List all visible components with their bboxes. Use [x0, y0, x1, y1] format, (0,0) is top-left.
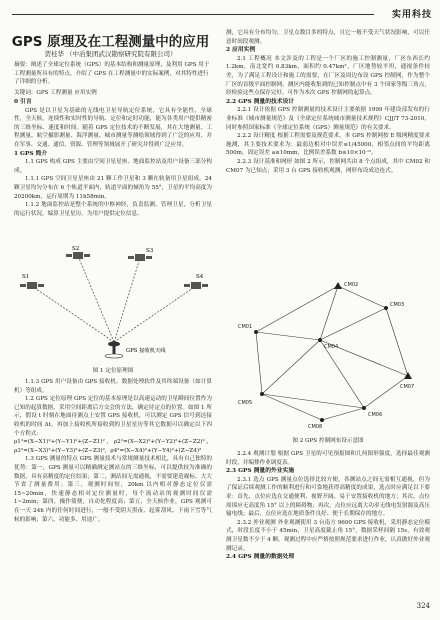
paragraph: 2.2.1 设计依据 GPS 控制测量的技术设计主要依据 1999 年建设部发布的行业标准《城市测量规范》及《全球定位系统城市测量技术规程》CJJ/T 73-2010，同时参照国家标准《全球定位系统（GPS）测量规范》的有关要求。 [226, 107, 430, 131]
point-label: CM02 [344, 282, 359, 288]
page-header [0, 6, 440, 22]
section-heading-introduction: 0 引言 [14, 99, 32, 105]
paragraph: 2.2.2 设计精度 根据工程需要及规范要求，本 GPS 控制网按 E 级网精度要求施测，其主要技术要求为：最弱边相对中误差≤1/45000，相邻点间的平均距离 500m，固定误差 a≤10mm，比例误差系数 b≤10×10⁻⁶。 [226, 133, 430, 157]
left-column-bottom [14, 378, 212, 608]
section-heading-gps-intro: 1 GPS 简介 [14, 150, 48, 157]
point-label: CM04 [324, 344, 339, 350]
figure-1-drawing [20, 246, 210, 364]
figure-2-drawing [236, 278, 426, 428]
paragraph: 1.1 GPS 构成 GPS 主要由空间卫星星座、地面监控站及用户设备三部分构成。 [14, 159, 212, 174]
paragraph: 1.3 GPS 测量的特点 GPS 测量技术与常规测量技术相比，具有自己独特的优势：第一，GPS 测量可以精确测定测站点的三维坐标，可以提供较为准确的数据，具有高精度的定位结果；第二，测站间无需通视，不需要建造觇标，大大节省了测量费用；第三，观测时间短，20km 以内相对静态定位仅需 15~20min，快速静态相对定位测量时，每个流动站的观测时间仅需 1~2min；第四，操作简便，自动化程度高；第五，全天候作业，GPS 观测可在一天 24h 内的任何时间进行，一般不受阴天黑夜、起雾刮风、下雨下雪等气候的影响；第六，功能多、用途广。 [14, 456, 212, 523]
article-title: GPS 原理及在工程测量中的应用 [11, 34, 210, 50]
satellite-icon [128, 254, 152, 261]
header-rule [12, 14, 374, 15]
paragraph: 1.1.1 GPS 空间卫星星座由 21 颗工作卫星和 3 颗在轨备用卫星组成。24 颗卫星均匀分布在 6 个轨道平面内，轨道平面的倾角为 55°，卫星的平均高度为 20200km，运行周期为 11h58min。 [14, 176, 212, 200]
section-heading-field-work: 2.3 GPS 测量的外业实施 [226, 468, 295, 475]
section-heading-technical-design: 2.2 GPS 测量的技术设计 [226, 98, 295, 105]
paragraph: 1.1.3 GPS 用户设备由 GPS 接收机、数据处理软件及其终端设备（如计算机）等组成。 [14, 379, 212, 394]
section-tag: 实用科技 [391, 10, 432, 20]
paragraph: 1.2 GPS 定位原理 GPS 定位的基本原理是以高速运动的卫星瞬间位置作为已知的起算数据，采用空间距离后方交会的方法，确定待定点的位置。如图 1 所示，假设 t 时刻在地面待测点上安置 GPS 接收机，可以测定 GPS 信号到达接收机的时间 Δt，再加上接收机所接收到的卫星星历等其它数据可以确定以下四个方程式： [14, 396, 212, 437]
satellite-label: S1 [22, 274, 30, 280]
point-label: CM01 [238, 324, 253, 330]
left-column-top [14, 98, 212, 243]
paragraph: GPS 是以卫星为基础的无线电卫星导航定位系统，它具有全能性，全球性，全天候，连续性和实时性的导航、定位和定时功能，能为各类用户提供精密的三维坐标、速度和时间。随着 GPS 定位技术的不断发展，其在大地测量、工程测量、航空摄影测量、海洋测量、城市测量等测绘领域得到了广泛的应用，并在军事、交通、通信、资源、管理等领域展开了研究并得到广泛应用。 [14, 107, 212, 148]
point-label: CM08 [308, 424, 323, 428]
right-column-bottom [226, 450, 430, 602]
equations: ρ1²=(X−X1)²+(Y−Y1)²+(Z−Z1)²，ρ2²=(X−X2)²+(Y−Y2)²+(Z−Z2)²，ρ3²=(X−X3)²+(Y−Y3)²+(Z−Z3)²，ρ4²=(X−X4)²+(Y−Y4)²+(Z−Z4)² [14, 439, 212, 454]
section-heading-application: 2 应用实例 [226, 47, 256, 54]
figure-2-caption: 图 2 GPS 控制网布设示意图 [292, 438, 364, 444]
known-point-icon [334, 282, 342, 289]
keywords: 关键词：GPS 工程测量 应用实例 [14, 90, 97, 96]
receiver-antenna-icon [105, 342, 123, 359]
paragraph: 1.1.2 地面监控站是整个系统的中枢神经，负责监测、管理卫星，分析卫星的运行状况，编算卫星星历，为用户提供定位信息。 [14, 202, 212, 217]
page-number: 324 [416, 602, 430, 610]
satellite-icon [184, 282, 208, 289]
point-label: CM05 [238, 400, 253, 406]
paragraph: 2.3.1 选点 GPS 测量点位选择比较方便，各测站点之间无需相互通视，但为了保证后续观测工作的顺利进行和可靠地获得高精度的成果，选点时应满足以下要求：首先，点位应选在交通便利、视野开阔、易于安置接收机的地方；其次，点位周围应无高度角 15° 以上的障碍物；再次，点位应远离大功率无线电发射源及高压输电线；最后，点位应选在地质条件良好、便于长期保存的地方。 [226, 476, 430, 518]
satellite-label: S2 [72, 246, 80, 252]
satellite-icon [66, 252, 90, 259]
author-line [8, 49, 213, 58]
abstract: 摘要：阐述了全球定位系统（GPS）的基本结构和测量原理，及利用 GPS 用于工程测量所具有的特点，介绍了 GPS 在工程测量中的实际案例，对其特性进行了详细的分析。 [14, 62, 210, 86]
point-label: CM03 [390, 302, 405, 308]
paragraph: 测，它具有分布均匀，卫星点数目多的特点，且它一般不受天气状况影响，可以任意时间段观测。 [226, 30, 430, 45]
paragraph: 2.1 工程概况 本文涉及的工程是一个厂区的施工控制测量，厂区东西长约 1.2km，南北宽约 0.83km，面积约 0.47km²。厂区地势较平坦，通视条件较差，为了满足工程设计和施工的需要，在厂区及周边布设 GPS 控制网，作为整个厂区的首级平面控制网。测区内能收集到的已知控制点中有 3 个国家等级三角点，经检验这些点保存完好，可作为本次 GPS 控制网的起算点。 [226, 55, 430, 97]
figure-control-network [236, 278, 426, 428]
satellite-label: S3 [146, 248, 154, 254]
satellite-label: S4 [196, 274, 204, 280]
author-name: 贺桂华 [44, 50, 64, 58]
right-column-top [226, 29, 430, 275]
section-heading-data-processing: 2.4 GPS 测量的数据处理 [226, 554, 295, 561]
paragraph: 2.3.2 外业观测 外业观测使用 3 台南方 9600 GPS 接收机，采用静态定位模式，时段长度不小于 45min，卫星高度截止角 15°，数据采样间隔 15s，有效观测卫星数不少于 4 颗。观测过程中应严格按照规范要求进行作业，认真做好外业观测记录。 [226, 519, 430, 552]
known-point-icon [404, 372, 412, 379]
receiver-label: GPS 接收机天线 [126, 348, 166, 354]
figure-1-caption: 图 1 定位原理图 [92, 368, 134, 374]
figure-positioning-principle [20, 246, 210, 364]
point-label: CM07 [400, 384, 415, 390]
paragraph: 2.2.3 设计基准和网形 如图 2 所示，控制网共由 8 个点组成，其中 CM02 和 CM07 为已知点；采用 3 台 GPS 接收机观测，网形布设成边连式。 [226, 158, 430, 174]
author-affiliation: （中冶集团武汉勘察研究院有限公司） [66, 50, 177, 58]
satellite-icon [20, 282, 44, 289]
paragraph: 2.2.4 观测计划 根据 GPS 卫星的可见预报图和几何图形强度，选择最佳观测时段，并编排作业调度表。 [226, 451, 430, 466]
point-label: CM06 [368, 412, 383, 418]
